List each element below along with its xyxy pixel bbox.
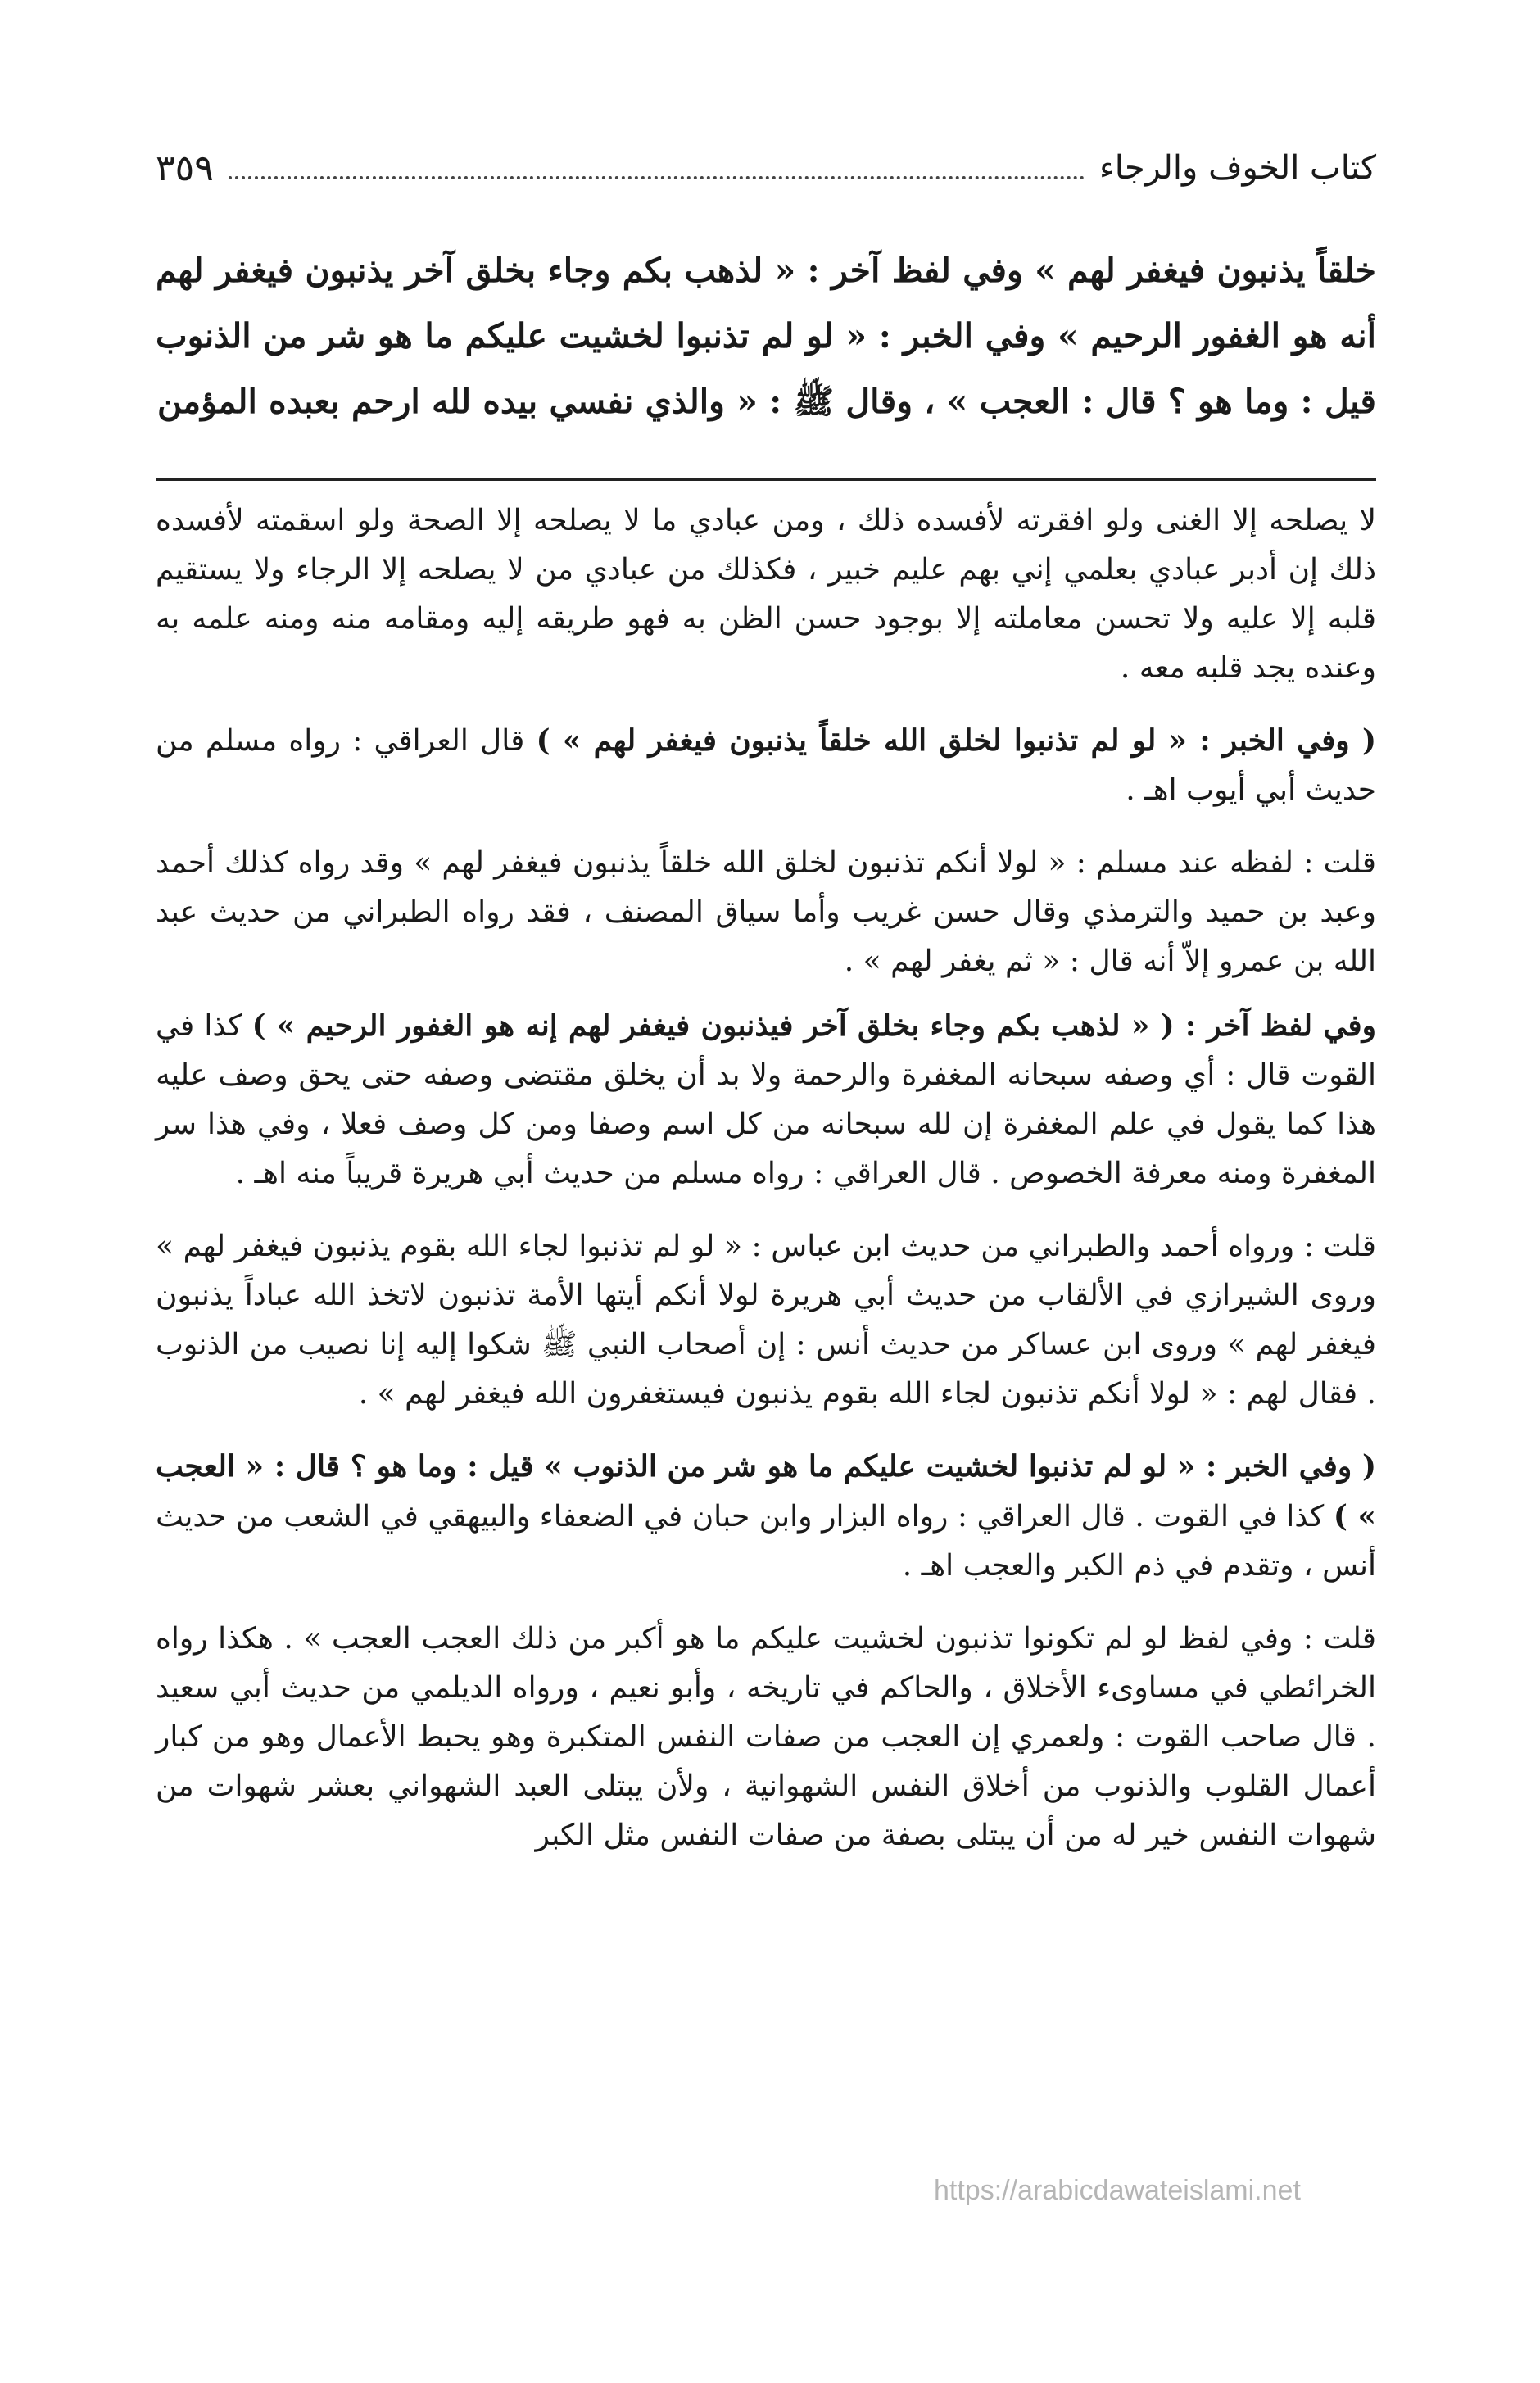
commentary-paragraph: ( وفي الخبر : « لو لم تذنبوا لخلق الله خلقاً يذنبون فيغفر لهم » ) قال العراقي : رواه مسلم من حديث أبي أيوب اهـ . bbox=[156, 723, 1377, 807]
commentary-paragraph: لا يصلحه إلا الغنى ولو افقرته لأفسده ذلك ، ومن عبادي ما لا يصلحه إلا الصحة ولو اسقمته لأفسده ذلك إن أدبر عبادي بعلمي إني بهم عليم خبير ، فكذلك من عبادي من لا يصلحه إلا الرجاء ولا يستقيم قلبه إلا عليه ولا تحسن معاملته إلا بوجود حسن الظن به فهو طريقه إليه ومقامه منه ومنه علمه به وعنده يجد قلبه معه . bbox=[156, 504, 1377, 685]
page-number: ٣٥٩ bbox=[156, 147, 214, 189]
commentary-paragraph: قلت : لفظه عند مسلم : « لولا أنكم تذنبون لخلق الله خلقاً يذنبون فيغفر لهم » وقد رواه كذلك أحمد وعبد بن حميد والترمذي وقال حسن غريب وأما سياق المصنف ، فقد رواه الطبراني من حديث عبد الله بن عمرو إلاّ أنه قال : « ثم يغفر لهم » . bbox=[156, 846, 1376, 978]
separator-rule bbox=[156, 478, 1376, 481]
commentary-paragraph: قلت : ورواه أحمد والطبراني من حديث ابن عباس : « لو لم تذنبوا لجاء الله بقوم يذنبون فيغفر لهم » وروى الشيرازي في الألقاب من حديث أبي هريرة لولا أنكم أيتها الأمة تذنبون لاتخذ الله عباداً يذنبون فيغفر لهم » وروى ابن عساكر من حديث أنس : إن أصحاب النبي ﷺ شكوا إليه إنا نصيب من الذنوب . فقال لهم : « لولا أنكم تذنبون لجاء الله بقوم يذنبون فيستغفرون الله فيغفر لهم » . bbox=[156, 1230, 1376, 1411]
dotted-leader bbox=[229, 156, 1085, 179]
main-text: خلقاً يذنبون فيغفر لهم » وفي لفظ آخر : « لذهب بكم وجاء بخلق آخر يذنبون فيغفر لهم أنه هو الغفور الرحيم » وفي الخبر : « لو لم تذنبوا لخشيت عليكم ما هو شر من الذنوب قيل : وما هو ؟ قال : العجب » ، وقال ﷺ : « والذي نفسي بيده لله ارحم بعبده المؤمن bbox=[156, 251, 1376, 421]
commentary-paragraph: قلت : وفي لفظ لو لم تكونوا تذنبون لخشيت عليكم ما هو أكبر من ذلك العجب العجب » . هكذا رواه الخرائطي في مساوىء الأخلاق ، والحاكم في تاريخه ، وأبو نعيم ، ورواه الديلمي من حديث أبي سعيد . قال صاحب القوت : ولعمري إن العجب من صفات النفس المتكبرة وهو يحبط الأعمال وهو من كبار أعمال القلوب والذنوب من أخلاق النفس الشهوانية ، ولأن يبتلى العبد الشهواني بعشر شهوات من شهوات النفس خير له من أن يبتلى بصفة من صفات النفس مثل الكبر bbox=[156, 1622, 1376, 1852]
chapter-title: كتاب الخوف والرجاء bbox=[1098, 149, 1376, 187]
commentary-paragraph: ( وفي الخبر : « لو لم تذنبوا لخشيت عليكم ما هو شر من الذنوب » قيل : وما هو ؟ قال : « العجب » ) كذا في القوت . قال العراقي : رواه البزار وابن حبان في الضعفاء والبيهقي في الشعب من حديث أنس ، وتقدم في ذم الكبر والعجب اهـ . bbox=[156, 1449, 1376, 1583]
commentary-section bbox=[156, 496, 1376, 1883]
watermark-url: https://arabicdawateislami.net bbox=[934, 2175, 1301, 2206]
commentary-paragraph: وفي لفظ آخر : ( « لذهب بكم وجاء بخلق آخر فيذنبون فيغفر لهم إنه هو الغفور الرحيم » ) كذا في القوت قال : أي وصفه سبحانه المغفرة والرحمة ولا بد أن يخلق مقتضى وصفه حتى يحق وصف عليه هذا كما يقول في علم المغفرة إن لله سبحانه من كل اسم وصفا ومن كل وصف فعلا ، وفي هذا سر المغفرة ومنه معرفة الخصوص . قال العراقي : رواه مسلم من حديث أبي هريرة قريباً منه اهـ . bbox=[156, 1008, 1376, 1190]
running-header bbox=[156, 139, 1376, 197]
